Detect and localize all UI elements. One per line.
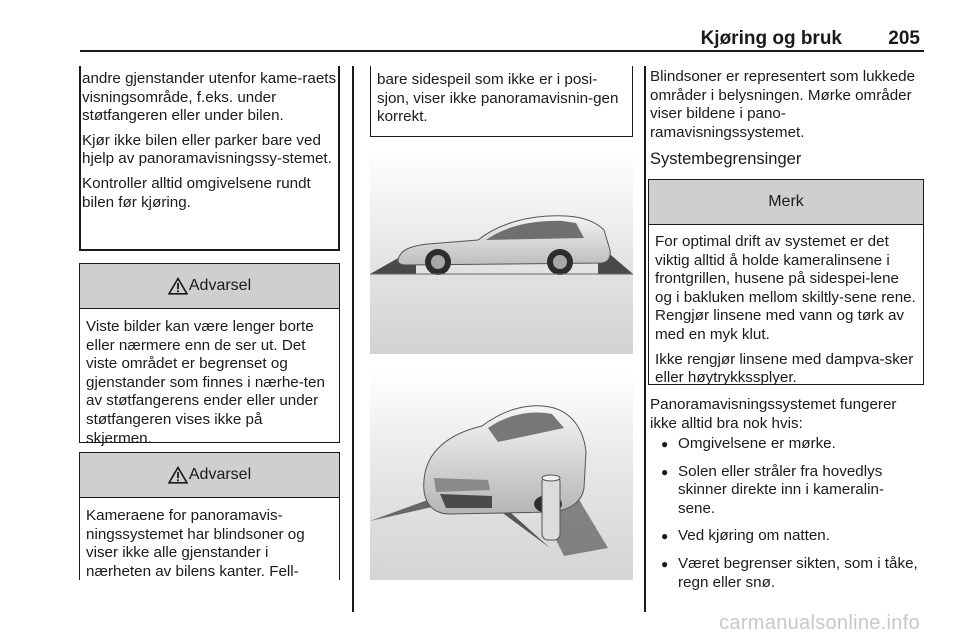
headlight-left [434,478,490,492]
continued-warning-box [370,66,633,137]
column-1-right-rule [338,66,340,250]
section-heading: Systembegrensinger [650,150,802,168]
list-item: ● Været begrenser sikten, som i tåke, regn eller snø. [650,555,918,592]
note-box-body [649,225,923,388]
warning-box-2-header [80,453,339,498]
warning-box-1-text: Viste bilder kan være lenger borte eller nærmere enn de ser ut. Det viste området er begrenset og gjenstander som finnes i nærhe-ten av støtfangerens ender eller under støtfangeren vises ikke på skjermen. [86,318,325,447]
paragraph: Kontroller alltid omgivelsene rundt bilen før kjøring. [82,174,311,211]
warning-box-2-title: Advarsel [188,466,252,483]
warning-box-1-header [80,264,339,309]
note-box [648,179,924,385]
column-1-text [82,70,340,218]
note-box-header [649,180,923,225]
camera-indicator-cylinder [542,476,560,540]
camera-indicator-top [542,475,560,481]
limits-intro: Panoramavisningssystemet fungerer ikke alltid bra nok hvis: [650,396,897,432]
warning-triangle-icon [168,466,188,484]
column-3-intro: Blindsoner er representert som lukkede områder i belysningen. Mørke områder viser bildene i pano-ramavisningssystemet. [650,68,916,141]
warning-box-1-title: Advarsel [188,277,252,294]
column-divider-2 [644,66,646,612]
continued-warning-text: bare sidespeil som ikke er i posi-sjon, viser ikke panoramavisnin-gen korrekt. [377,71,619,126]
note-paragraph: For optimal drift av systemet er det viktig alltid å holde kameralinsene i frontgrillen, husene på sidespei-lene og i bakluken mellom skiltly-sene rene. Rengjør linsene med vann og tørk av med en myk klut. [655,233,916,343]
paragraph: andre gjenstander utenfor kame-raets visningsområde, f.eks. under støtfangeren eller under bilen. [82,70,337,125]
front-grille [440,494,492,508]
note-box-title: Merk [768,193,804,210]
limitations-list [650,435,918,601]
list-item: ● Omgivelsene er mørke. [650,435,918,454]
header-rule [80,50,924,52]
warning-box-2-text: Kameraene for panoramavis-ningssystemet har blindsoner og viser ikke alle gjenstander i nærheten av bilens kanter. Fell- [86,507,305,580]
column-1-left-rule [79,66,81,250]
list-item: ● Solen eller stråler fra hovedlys skinner direkte inn i kameralin-sene. [650,463,918,519]
rear-wheel-rim [553,255,567,269]
warning-box-2 [79,452,340,580]
warning-box-1 [79,263,340,447]
watermark: carmanualsonline.info [719,612,920,634]
page-number: 205 [888,28,920,49]
front-wheel-rim [431,255,445,269]
column-divider-1 [352,66,354,612]
note-paragraph: Ikke rengjør linsene med dampva-sker eller høytrykkssplyer. [655,350,914,387]
warning-triangle-icon [168,277,188,295]
list-item: ● Ved kjøring om natten. [650,527,918,546]
paragraph: Kjør ikke bilen eller parker bare ved hjelp av panoramavisningssy-stemet. [82,131,332,168]
running-header-title: Kjøring og bruk [700,28,842,49]
figure-side-view [370,150,633,354]
figure-front-view [370,368,633,580]
column-1-bottom-rule [79,249,340,251]
